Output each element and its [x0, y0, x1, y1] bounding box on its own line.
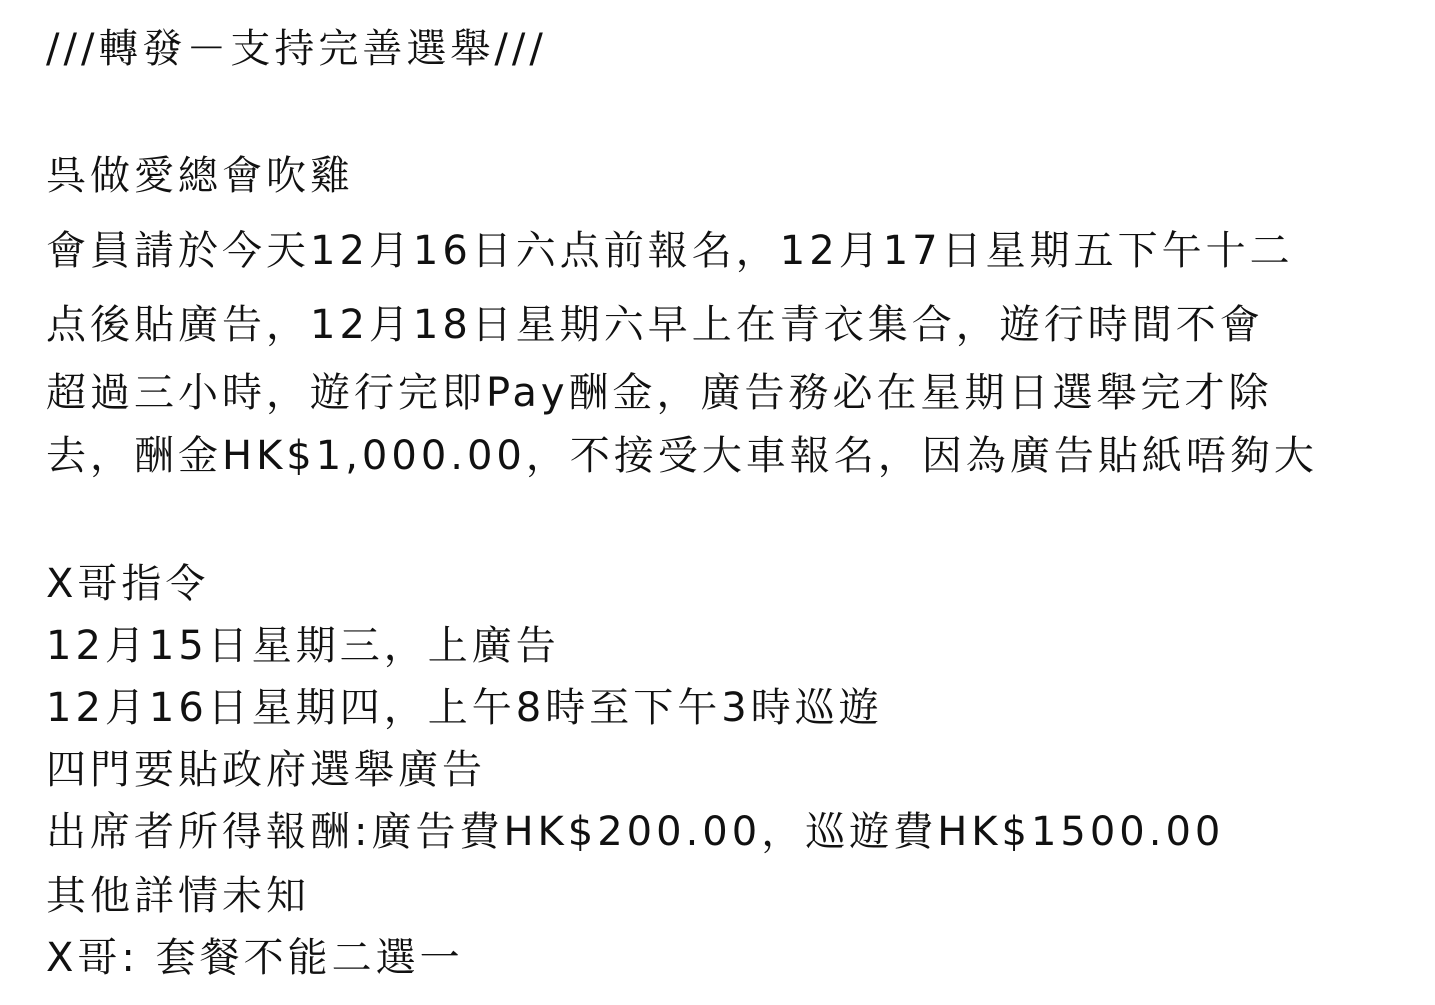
- section2-line: 12月16日星期四，上午8時至下午3時巡遊: [46, 685, 883, 731]
- section2-line: X哥: 套餐不能二選一: [46, 935, 464, 981]
- section1-line: 点後貼廣告，12月18日星期六早上在青衣集合，遊行時間不會: [46, 302, 1264, 348]
- section2-line: 其他詳情未知: [46, 873, 310, 919]
- section2-line: 四門要貼政府選舉廣告: [46, 747, 486, 793]
- notice-title: ///轉發－支持完善選舉///: [46, 26, 547, 72]
- section2-line: 12月15日星期三，上廣告: [46, 623, 560, 669]
- section1-line: 超過三小時，遊行完即Pay酬金，廣告務必在星期日選舉完才除: [46, 370, 1273, 416]
- section1-line: 去，酬金HK$1,000.00，不接受大車報名，因為廣告貼紙唔夠大: [46, 433, 1318, 479]
- section1-heading: 呉做愛總會吹雞: [46, 153, 354, 199]
- section2-heading: X哥指令: [46, 561, 210, 607]
- section1-line: 會員請於今天12月16日六点前報名，12月17日星期五下午十二: [46, 228, 1294, 274]
- section2-line: 出席者所得報酬:廣告費HK$200.00，巡遊費HK$1500.00: [46, 809, 1225, 855]
